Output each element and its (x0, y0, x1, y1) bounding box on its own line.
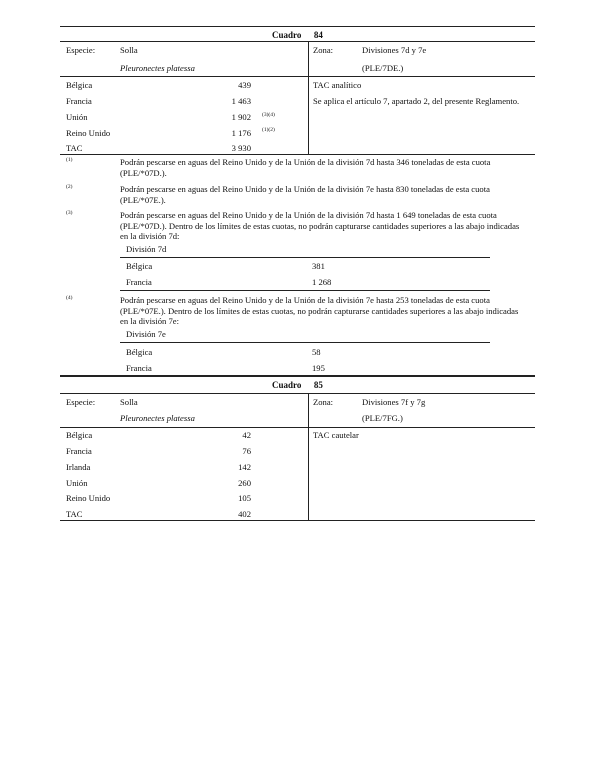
sub-row-value: 58 (312, 347, 321, 357)
sub-row-country: Bélgica (126, 347, 153, 357)
row-value: 260 (238, 478, 251, 488)
row-country: Unión (66, 478, 88, 488)
footnote-mark: (4) (66, 295, 73, 301)
sub-table-header: División 7d (126, 244, 167, 254)
row-value: 3 930 (231, 143, 251, 153)
row-country: Francia (66, 446, 92, 456)
sub-row-value: 381 (312, 261, 325, 271)
zona-label: Zona: (313, 397, 334, 407)
especie-latin: Pleuronectes platessa (120, 63, 195, 73)
sub-row-country: Francia (126, 277, 152, 287)
tac-type: TAC analítico (313, 80, 362, 90)
zona-code: (PLE/7FG.) (362, 413, 403, 423)
title-rule (60, 41, 535, 42)
sub-row-country: Francia (126, 363, 152, 373)
row-value: 76 (242, 446, 251, 456)
row-country: TAC (66, 509, 83, 519)
footnote-text: Podrán pescarse en aguas del Reino Unido y de la Unión de la división 7d hasta 1 649 toneladas de esta cuota (PLE/*07D.). Dentro de los límites de estas cuotas, no podrán capturarse cantidades superiores a las abajo indicadas en la división 7d: (120, 210, 520, 241)
body-divider (308, 77, 309, 154)
footnote-text: Podrán pescarse en aguas del Reino Unido y de la Unión de la división 7d hasta 346 toneladas de esta cuota (PLE/*07D.). (120, 157, 491, 178)
row-country: TAC (66, 143, 83, 153)
especie-label: Especie: (66, 45, 96, 55)
especie-name: Solla (120, 397, 138, 407)
top-rule (60, 26, 535, 27)
row-value: 439 (238, 80, 251, 90)
cuadro-label: Cuadro (272, 30, 302, 40)
sub-row-value: 195 (312, 363, 325, 373)
sub-row-value: 1 268 (312, 277, 332, 287)
especie-latin: Pleuronectes platessa (120, 413, 195, 423)
header-rule (60, 76, 535, 77)
especie-name: Solla (120, 45, 138, 55)
row-value: 105 (238, 493, 251, 503)
header-divider (308, 42, 309, 76)
title-rule (60, 393, 535, 394)
body-divider (308, 428, 309, 521)
row-country: Unión (66, 112, 88, 122)
row-value: 1 463 (231, 96, 251, 106)
zona-label: Zona: (313, 45, 334, 55)
zona-value: Divisiones 7d y 7e (362, 45, 427, 55)
row-value: 402 (238, 509, 251, 519)
article-note: Se aplica el artículo 7, apartado 2, del presente Reglamento. (313, 96, 520, 106)
zona-value: Divisiones 7f y 7g (362, 397, 426, 407)
header-divider (308, 394, 309, 427)
especie-label: Especie: (66, 397, 96, 407)
sub-table-rule (120, 290, 490, 291)
row-note: (3)(4) (262, 112, 275, 118)
footnote-text: Podrán pescarse en aguas del Reino Unido y de la Unión de la división 7e hasta 253 toneladas de esta cuota (PLE/*07E.). Dentro de los límites de estas cuotas, no podrán capturarse cantidades superiores a las abajo indicadas en la división 7e: (120, 295, 519, 326)
sub-row-country: Bélgica (126, 261, 153, 271)
row-note: (1)(2) (262, 127, 275, 133)
zona-code: (PLE/7DE.) (362, 63, 404, 73)
row-value: 142 (238, 462, 251, 472)
cuadro-number: 84 (313, 30, 323, 40)
row-value: 1 902 (231, 112, 251, 122)
body-rule (60, 154, 535, 155)
footnote-text: Podrán pescarse en aguas del Reino Unido y de la Unión de la división 7e hasta 830 toneladas de esta cuota (PLE/*07E.). (120, 184, 490, 205)
row-country: Reino Unido (66, 128, 111, 138)
row-country: Reino Unido (66, 493, 111, 503)
sub-table-header: División 7e (126, 329, 166, 339)
header-rule (60, 427, 535, 428)
tac-type: TAC cautelar (313, 430, 359, 440)
row-value: 42 (242, 430, 251, 440)
row-value: 1 176 (231, 128, 251, 138)
row-country: Irlanda (66, 462, 91, 472)
footnote-mark: (3) (66, 210, 73, 216)
table-bottom-rule (60, 520, 535, 521)
footnote-mark: (2) (66, 184, 73, 190)
cuadro-85-title (272, 380, 323, 390)
row-country: Bélgica (66, 430, 93, 440)
cuadro-84-title (272, 30, 323, 40)
table-bottom-rule (60, 375, 535, 377)
sub-table-rule (120, 342, 490, 343)
row-country: Bélgica (66, 80, 93, 90)
cuadro-label: Cuadro (272, 380, 302, 390)
row-country: Francia (66, 96, 92, 106)
cuadro-number: 85 (313, 380, 323, 390)
sub-table-rule (120, 257, 490, 258)
footnote-mark: (1) (66, 157, 73, 163)
